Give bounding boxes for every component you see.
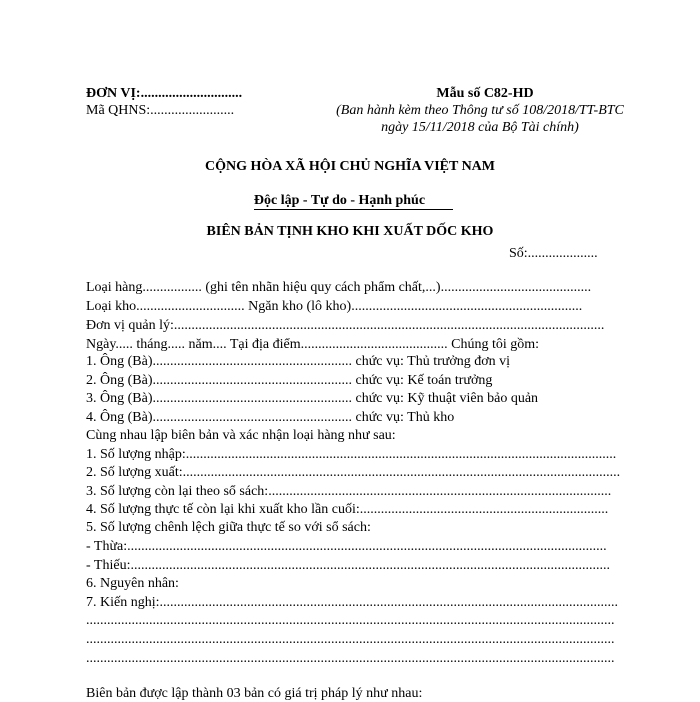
national-motto <box>150 175 550 209</box>
dotted-line-1: ....................................................................................................................................................... <box>86 613 615 628</box>
qty-exported: 2. Số lượng xuất:............................................................................................................................. <box>86 465 621 480</box>
body-line-intro: Cùng nhau lập biên bản và xác nhận loại hàng như sau: <box>86 428 396 443</box>
document-title: BIÊN BẢN TỊNH KHO KHI XUẤT DỐC KHO <box>206 224 494 239</box>
qty-imported: 1. Số lượng nhập:........................................................................................................................... <box>86 447 617 462</box>
copies-statement: Biên bản được lập thành 03 bản có giá trị pháp lý như nhau: <box>86 686 423 701</box>
national-title: CỘNG HÒA XÃ HỘI CHỦ NGHĨA VIỆT NAM <box>204 159 495 174</box>
body-line-warehouse-type: Loại kho............................... Ngăn kho (lô kho).................................................................. <box>86 299 583 314</box>
qty-remaining-books: 3. Số lượng còn lại theo sổ sách:.................................................................................................. <box>86 484 612 499</box>
member-3: 3. Ông (Bà)......................................................... chức vụ: Kỹ thuật viên bảo quản <box>86 391 539 406</box>
recommendation-line: 7. Kiến nghị:................................................................................................................................... <box>86 595 618 610</box>
shortage-line: - Thiếu:......................................................................................................................................... <box>86 558 610 573</box>
surplus-line: - Thừa:......................................................................................................................................... <box>86 539 607 554</box>
dotted-line-3: ....................................................................................................................................................... <box>86 651 615 666</box>
issued-by-line-2: ngày 15/11/2018 của Bộ Tài chính) <box>381 120 579 135</box>
member-2: 2. Ông (Bà)......................................................... chức vụ: Kế toán trưởng <box>86 373 493 388</box>
qty-difference: 5. Số lượng chênh lệch giữa thực tế so với sổ sách: <box>86 520 371 535</box>
qty-remaining-actual: 4. Số lượng thực tế còn lại khi xuất kho lần cuối:....................................................................... <box>86 502 609 517</box>
qhns-field: Mã QHNS:........................ <box>86 103 235 118</box>
issued-by-line-1: (Ban hành kèm theo Thông tư số 108/2018/TT-BTC <box>336 103 624 118</box>
member-1: 1. Ông (Bà)......................................................... chức vụ: Thủ trưởng đơn vị <box>86 354 511 369</box>
form-code: Mẫu số C82-HD <box>436 86 534 101</box>
motto-text: Độc lập - Tự do - Hạnh phúc <box>254 193 453 210</box>
body-line-managing-unit: Đơn vị quản lý:........................................................................................................................... <box>86 318 605 333</box>
unit-field: ĐƠN VỊ:............................. <box>86 86 243 101</box>
body-line-date-place: Ngày..... tháng..... năm.... Tại địa điểm.......................................... Chúng tôi gồm: <box>86 337 540 352</box>
document-number: Số:.................... <box>509 246 598 261</box>
cause-line: 6. Nguyên nhân: <box>86 576 179 591</box>
body-line-goods-type: Loại hàng................. (ghi tên nhãn hiệu quy cách phẩm chất,...)........................................... <box>86 280 592 295</box>
member-4: 4. Ông (Bà)......................................................... chức vụ: Thủ kho <box>86 410 455 425</box>
dotted-line-2: ....................................................................................................................................................... <box>86 632 615 647</box>
